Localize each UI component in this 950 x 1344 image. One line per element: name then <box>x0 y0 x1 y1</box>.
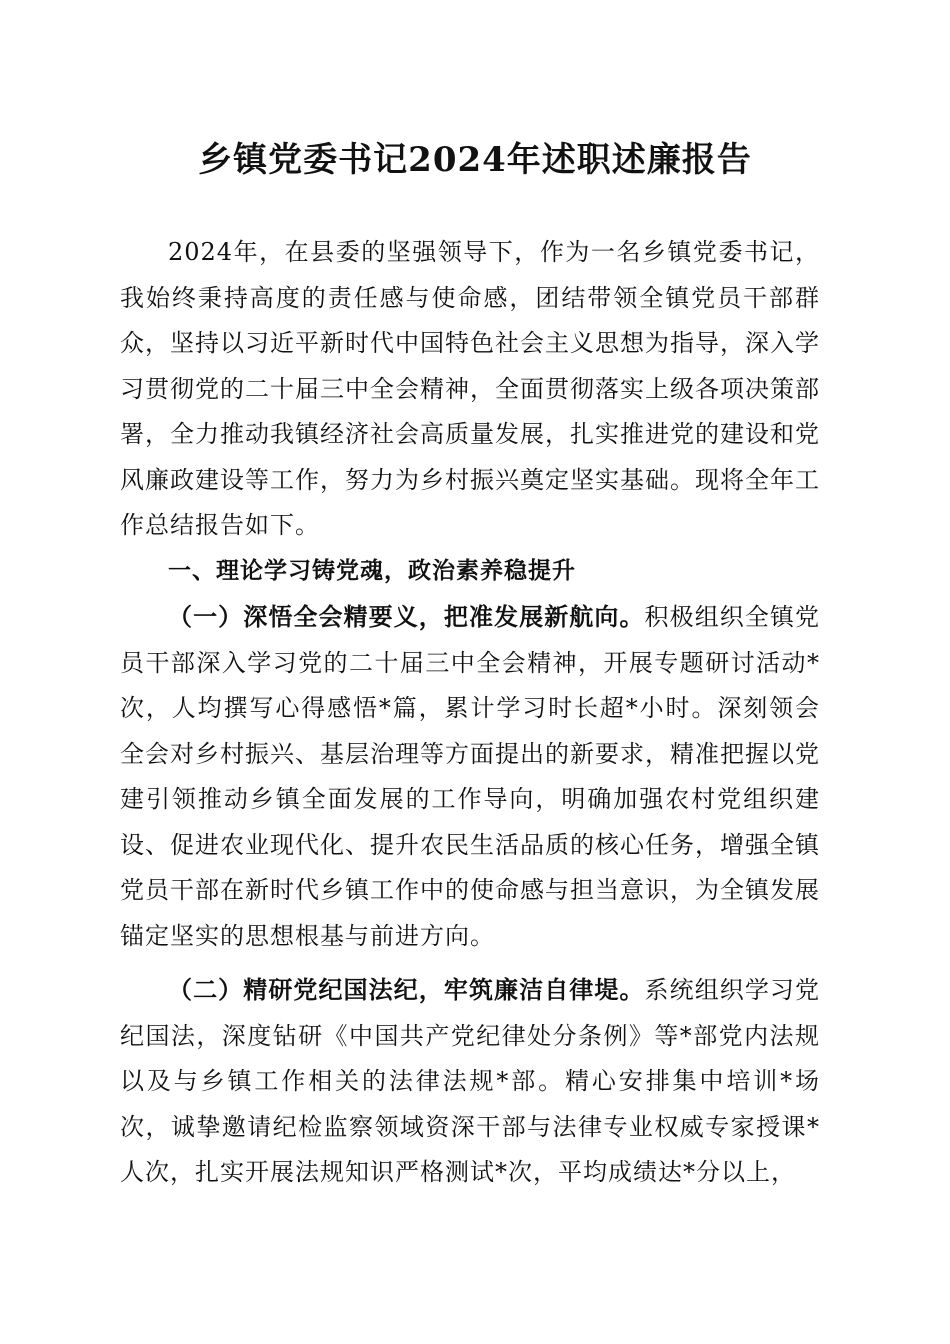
section1-item1-paragraph <box>120 594 820 959</box>
section1-item2-paragraph <box>120 967 820 1196</box>
intro-paragraph: 2024年，在县委的坚强领导下，作为一名乡镇党委书记，我始终秉持高度的责任感与使命感，团结带领全镇党员干部群众，坚持以习近平新时代中国特色社会主义思想为指导，深入学习贯彻党的二十届三中全会精神，全面贯彻落实上级各项决策部署，全力推动我镇经济社会高质量发展，扎实推进党的建设和党风廉政建设等工作，努力为乡村振兴奠定坚实基础。现将全年工作总结报告如下。 <box>120 238 820 539</box>
document-body <box>120 230 820 1196</box>
document-title: 乡镇党委书记2024年述职述廉报告 <box>198 140 752 180</box>
section-heading-1: 一、理论学习铸党魂，政治素养稳提升 <box>168 557 576 584</box>
section1-item1-text: 积极组织全镇党员干部深入学习党的二十届三中全会精神，开展专题研讨活动*次，人均撰写心得感悟*篇，累计学习时长超*小时。深刻领会全会对乡村振兴、基层治理等方面提出的新要求，精准把握以党建引领推动乡镇全面发展的工作导向，明确加强农村党组织建设、促进农业现代化、提升农民生活品质的核心任务，增强全镇党员干部在新时代乡镇工作中的使命感与担当意识，为全镇发展锚定坚实的思想根基与前进方向。 <box>120 603 821 950</box>
section1-item1-lead: （一）深悟全会精要义，把准发展新航向。 <box>168 602 645 631</box>
paragraph-spacer <box>120 959 820 967</box>
section1-item2-lead: （二）精研党纪国法纪，牢筑廉洁自律堤。 <box>168 975 645 1004</box>
section1-item2-text: 系统组织学习党纪国法，深度钻研《中国共产党纪律处分条例》等*部党内法规以及与乡镇工作相关的法律法规*部。精心安排集中培训*场次，诚挚邀请纪检监察领域资深干部与法律专业权威专家授课*人次，扎实开展法规知识严格测试*次，平均成绩达*分以上， <box>120 976 821 1186</box>
